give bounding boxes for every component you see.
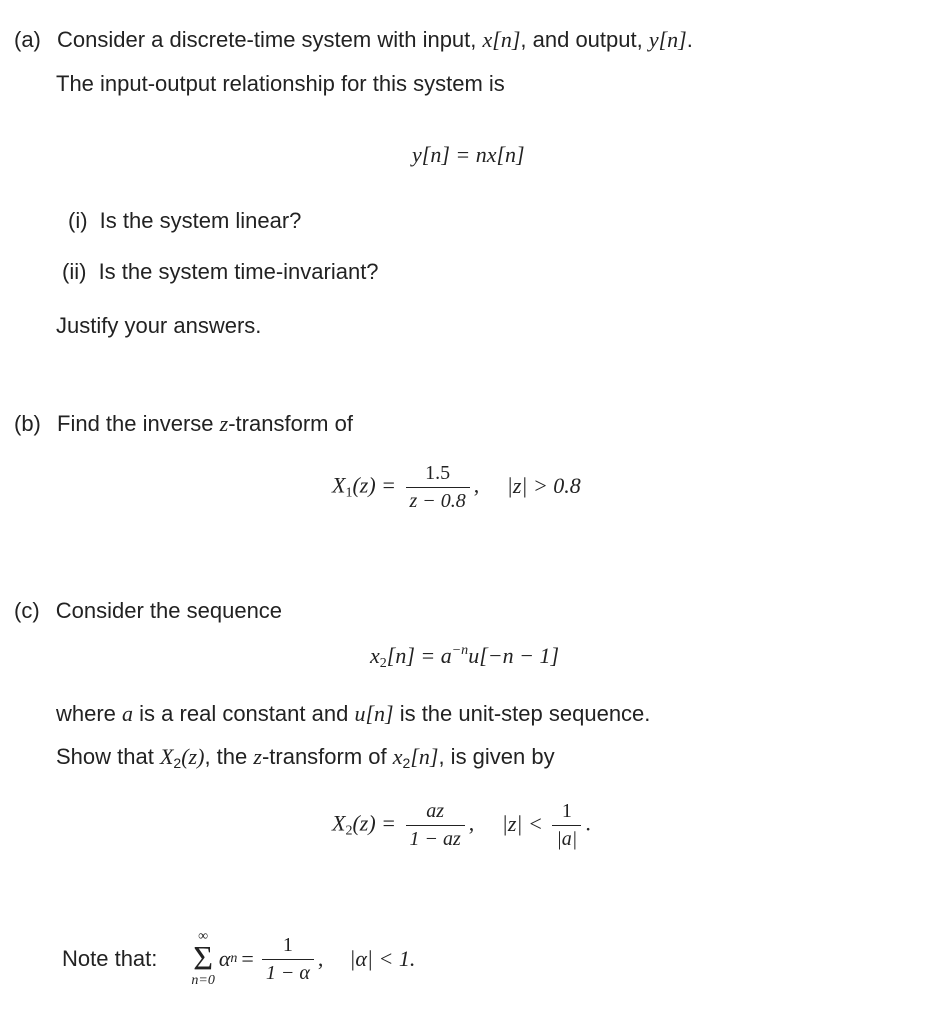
sum-fraction xyxy=(262,934,314,985)
sum-denominator: 1 − α xyxy=(262,959,314,985)
sum-term: α xyxy=(218,946,231,971)
where-text: where xyxy=(56,701,116,726)
question-i-text: Is the system linear? xyxy=(99,208,302,233)
seq-exponent: −n xyxy=(451,643,469,658)
sum-symbol xyxy=(191,930,214,988)
show-text: Show that xyxy=(56,744,154,769)
seq-rest: u[−n − 1] xyxy=(468,643,560,668)
sum-equals: = xyxy=(241,946,254,971)
seq-lhs-arg: [n] = a xyxy=(386,643,452,668)
where-var-a: a xyxy=(122,701,134,726)
z-variable: z xyxy=(219,411,229,436)
part-a-line1-text: Consider a discrete-time system with input, xyxy=(57,27,477,52)
res-roc-numerator: 1 xyxy=(561,800,572,822)
part-b-text-after: -transform of xyxy=(228,411,353,436)
show-line xyxy=(56,744,555,771)
part-a-label: (a) xyxy=(14,27,41,52)
show-var: X xyxy=(159,744,174,769)
show-x-arg: [n] xyxy=(410,744,439,769)
show-mid2: -transform of xyxy=(261,744,387,769)
part-b-label: (b) xyxy=(14,411,41,436)
res-numerator: az xyxy=(426,800,445,822)
res-roc-lhs: |z| < xyxy=(501,810,543,836)
part-a-line2: The input-output relationship for this system is xyxy=(56,71,505,96)
part-b-line xyxy=(14,411,353,437)
seq-lhs: x xyxy=(370,643,380,668)
part-a-line1: (a) Consider a discrete-time system with input, x[n], and output, y[n]. xyxy=(14,27,693,52)
justify-text: Justify your answers. xyxy=(56,313,262,338)
part-c-label: (c) xyxy=(14,598,40,623)
question-i-label: (i) xyxy=(68,208,88,233)
res-roc-fraction xyxy=(552,800,581,851)
x1-numerator: 1.5 xyxy=(425,462,451,484)
sigma-icon: Σ xyxy=(193,940,214,977)
x1-equation: $X_1(z)$ = $\frac{1.5}{z - 0.8}$ , |z| > 0.8 xyxy=(332,462,581,512)
where-var-u: u[n] xyxy=(354,701,394,726)
x2-result-equation: $X_2(z)$ = $\frac{az}{1 - az}$ , |z| < $\frac{1}{|a|}$ . xyxy=(332,800,591,850)
sequence-equation xyxy=(370,643,559,672)
part-c-intro: Consider the sequence xyxy=(55,598,283,623)
sum-condition: |α| < 1. xyxy=(349,946,416,971)
show-subscript: 2 xyxy=(173,755,182,771)
show-end: , is given by xyxy=(438,744,555,769)
x1-arg: (z) = xyxy=(352,472,397,498)
res-arg: (z) = xyxy=(352,810,397,836)
x1-fraction xyxy=(406,462,470,513)
sum-upper-limit: ∞ xyxy=(198,929,209,944)
where-rest2: is the unit-step sequence. xyxy=(399,701,651,726)
question-ii-label: (ii) xyxy=(62,259,87,284)
res-fraction xyxy=(406,800,465,851)
output-variable: y[n] xyxy=(648,27,687,52)
system-equation: y[n] = nx[n] xyxy=(412,142,525,167)
show-z: z xyxy=(253,744,262,769)
question-i xyxy=(68,208,301,234)
question-ii xyxy=(62,259,379,285)
res-denominator: 1 − az xyxy=(406,825,465,851)
geometric-series: ∞ Σ n=0 α n = $\frac{1}{1 - \alpha}$ , |α| < 1. xyxy=(191,929,416,988)
sum-numerator: 1 xyxy=(282,933,293,956)
x1-subscript: 1 xyxy=(345,485,353,501)
and-output-text: , and output, xyxy=(520,27,643,52)
x1-denominator: z − 0.8 xyxy=(406,487,470,513)
show-mid: , the xyxy=(204,744,248,769)
x1-lhs: X xyxy=(332,472,346,498)
where-line xyxy=(56,701,650,727)
res-roc-denominator: |a| xyxy=(552,825,581,851)
show-arg: (z) xyxy=(181,744,205,769)
show-x-subscript: 2 xyxy=(402,755,411,771)
part-c-line xyxy=(14,598,282,624)
question-ii-text: Is the system time-invariant? xyxy=(98,259,379,284)
x1-roc: |z| > 0.8 xyxy=(506,472,581,498)
show-x: x xyxy=(392,744,403,769)
note-label: Note that: xyxy=(62,946,158,971)
part-b-text-before: Find the inverse xyxy=(57,411,214,436)
note-line xyxy=(62,930,415,988)
input-variable: x[n] xyxy=(482,27,521,52)
res-lhs: X xyxy=(332,810,346,836)
res-subscript: 2 xyxy=(345,823,353,839)
sum-exponent: n xyxy=(230,951,238,966)
where-rest1: is a real constant and xyxy=(139,701,349,726)
sum-lower-limit: n=0 xyxy=(191,973,215,988)
seq-lhs-subscript: 2 xyxy=(379,656,387,671)
